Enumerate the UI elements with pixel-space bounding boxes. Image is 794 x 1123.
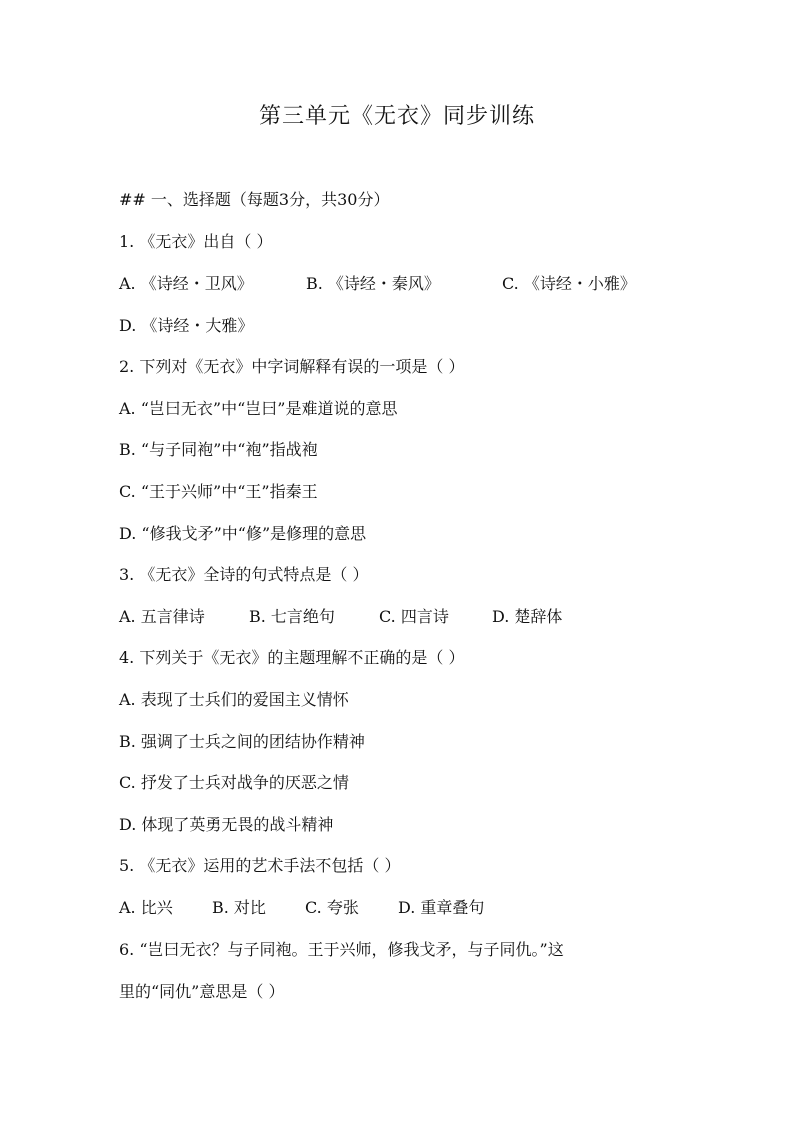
question-1-options-row — [119, 272, 636, 296]
page-title: 第三单元《无衣》同步训练 — [258, 104, 535, 129]
question-3-option-a: A. 五言律诗 — [119, 607, 205, 626]
question-6-stem-line-1: 6. “岂曰无衣？与子同袍。王于兴师，修我戈矛，与子同仇。”这 — [119, 940, 564, 959]
question-5-option-c: C. 夸张 — [305, 898, 359, 917]
question-1-option-d: D. 《诗经・大雅》 — [119, 316, 254, 335]
question-5-stem: 5. 《无衣》运用的艺术手法不包括（ ） — [119, 856, 401, 875]
question-1-stem: 1. 《无衣》出自（ ） — [119, 232, 273, 251]
question-5-option-d: D. 重章叠句 — [398, 898, 485, 917]
question-4-stem: 4. 下列关于《无衣》的主题理解不正确的是（ ） — [119, 648, 465, 667]
question-2-option-b: B. “与子同袍”中“袍”指战袍 — [119, 440, 318, 459]
question-3-stem: 3. 《无衣》全诗的句式特点是（ ） — [119, 565, 369, 584]
question-2-option-d: D. “修我戈矛”中“修”是修理的意思 — [119, 524, 367, 543]
question-1-option-b: B. 《诗经・秦风》 — [306, 274, 440, 293]
question-4-option-b: B. 强调了士兵之间的团结协作精神 — [119, 732, 365, 751]
question-6-stem-line-2: 里的“同仇”意思是（ ） — [119, 982, 285, 1001]
question-1-option-c: C. 《诗经・小雅》 — [502, 274, 636, 293]
question-4-option-a: A. 表现了士兵们的爱国主义情怀 — [119, 690, 349, 709]
question-4-option-c: C. 抒发了士兵对战争的厌恶之情 — [119, 773, 349, 792]
question-5-option-b: B. 对比 — [212, 898, 266, 917]
section-heading: ## 一、选择题（每题3分，共30分） — [119, 190, 390, 209]
question-2-option-a: A. “岂曰无衣”中“岂曰”是难道说的意思 — [119, 399, 398, 418]
question-3-option-b: B. 七言绝句 — [249, 607, 335, 626]
question-5-option-a: A. 比兴 — [119, 898, 173, 917]
question-4-option-d: D. 体现了英勇无畏的战斗精神 — [119, 815, 334, 834]
question-2-option-c: C. “王于兴师”中“王”指秦王 — [119, 482, 318, 501]
question-3-option-c: C. 四言诗 — [379, 607, 449, 626]
question-5-options-row — [119, 896, 484, 920]
question-3-option-d: D. 楚辞体 — [492, 607, 563, 626]
question-1-option-a: A. 《诗经・卫风》 — [119, 274, 253, 293]
question-3-options-row — [119, 605, 562, 629]
question-2-stem: 2. 下列对《无衣》中字词解释有误的一项是（ ） — [119, 357, 465, 376]
